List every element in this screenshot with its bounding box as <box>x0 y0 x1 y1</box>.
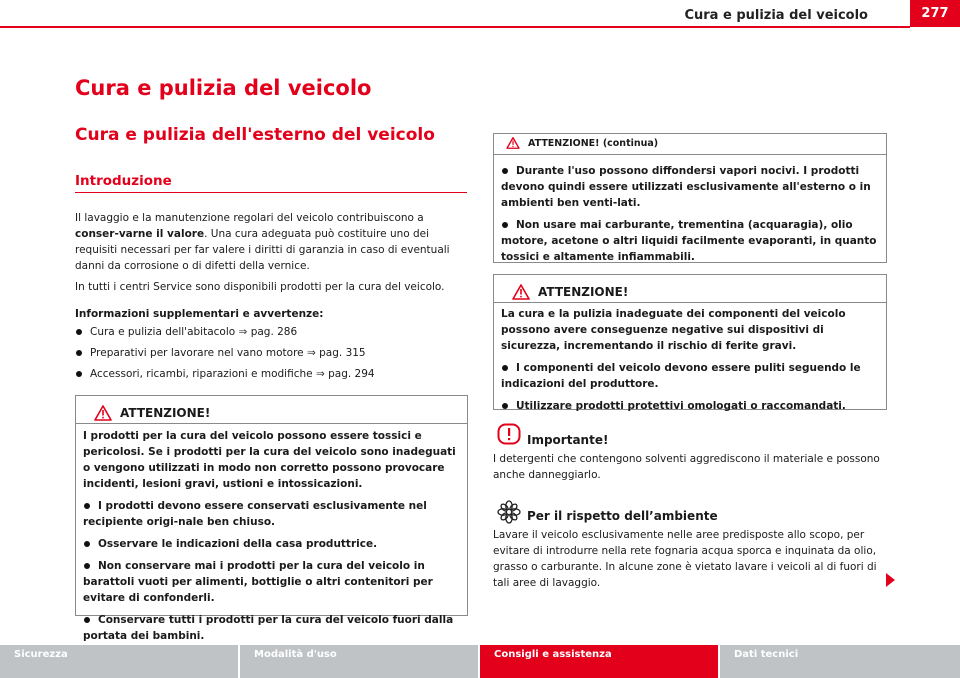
warning-title-row <box>94 402 210 424</box>
bullet-icon <box>84 541 90 547</box>
bullet-icon <box>502 168 508 174</box>
next-page-arrow-icon[interactable] <box>886 573 895 587</box>
warning-triangle-icon <box>512 284 530 300</box>
service-paragraph: In tutti i centri Service sono disponibili prodotti per la cura del veicolo. <box>75 281 445 293</box>
bullet-icon <box>76 371 82 377</box>
link-item[interactable]: Accessori, ricambi, riparazioni e modifiche ⇒ pag. 294 <box>75 366 467 382</box>
bullet-icon <box>76 350 82 356</box>
footer-nav <box>0 645 960 678</box>
divider <box>76 423 467 424</box>
environment-text: Lavare il veicolo esclusivamente nelle aree predisposte allo scopo, per evitare di introdurre nella rete fognaria acqua sporca e inquinata da olio, grasso o carburante. In alcune zone è vietato lavare i veicoli al di fuori di tali aree di lavaggio. <box>493 529 877 589</box>
bullet-icon <box>84 563 90 569</box>
tab-sicurezza[interactable]: Sicurezza <box>0 645 240 678</box>
divider <box>494 154 886 155</box>
warning-title: ATTENZIONE! <box>538 285 629 299</box>
header-rule <box>0 26 910 28</box>
bullet-icon <box>84 617 90 623</box>
environment-flower-icon <box>497 500 521 524</box>
intro-paragraph: Il lavaggio e la manutenzione regolari del veicolo contribuiscono a conser-varne il valore. Una cura adeguata può costituire uno dei requisiti necessari per far valere i diritti di garanzia in caso di eventuali danni da corrosione o di difetti della vernice. <box>75 212 450 272</box>
warning-bullet: Osservare le indicazioni della casa produttrice. <box>83 536 463 552</box>
subsection-rule <box>75 192 467 193</box>
important-text: I detergenti che contengono solventi aggrediscono il materiale e possono anche danneggiarlo. <box>493 453 880 481</box>
warning-bullet: Non usare mai carburante, trementina (acquaragia), olio motore, acetone o altri liquidi facilmente evaporanti, in quanto tossici e altamente infiammabili. <box>501 219 877 263</box>
arrow-right-icon: ⇒ <box>315 368 325 380</box>
tab-modalita-uso[interactable]: Modalità d'uso <box>240 645 480 678</box>
warning-body <box>501 306 881 420</box>
warning-triangle-icon <box>94 405 112 421</box>
warning-bullet: Non conservare mai i prodotti per la cura del veicolo in barattoli vuoti per alimenti, bottiglie o altri contenitori per evitare di confonderli. <box>83 560 433 604</box>
link-item[interactable]: Cura e pulizia dell'abitacolo ⇒ pag. 286 <box>75 324 467 340</box>
info-heading: Informazioni supplementari e avvertenze: <box>75 308 324 320</box>
warning-box <box>75 395 468 642</box>
warning-bullet: I prodotti devono essere conservati esclusivamente nel recipiente origi-nale ben chiuso. <box>83 500 427 528</box>
bullet-icon <box>84 503 90 509</box>
subsection-title: Introduzione <box>75 173 172 189</box>
warning-continued-box <box>493 133 887 263</box>
warning-triangle-icon <box>506 137 520 149</box>
important-note-icon <box>497 423 521 445</box>
arrow-right-icon: ⇒ <box>306 347 316 359</box>
warning-title: ATTENZIONE! <box>120 406 211 420</box>
warning-text: I prodotti per la cura del veicolo possono essere tossici e pericolosi. Se i prodotti per la cura del veicolo sono inadeguati o vengono utilizzati in modo non corretto possono provocare incidenti, lesioni gravi, ustioni e intossicazioni. <box>83 430 456 490</box>
warning-bullet: I componenti del veicolo devono essere puliti seguendo le indicazioni del produttore. <box>501 362 861 390</box>
warning-title: ATTENZIONE! (continua) <box>528 137 659 149</box>
warning-bullet: Conservare tutti i prodotti per la cura del veicolo fuori dalla portata dei bambini. <box>83 614 454 642</box>
warning-body <box>501 163 881 271</box>
page-number: 277 <box>910 0 960 27</box>
warning-title-row <box>512 281 628 303</box>
warning-body <box>83 428 463 650</box>
warning-bullet: Durante l'uso possono diffondersi vapori nocivi. I prodotti devono quindi essere utilizzati esclusivamente all'esterno o in ambienti ben venti-lati. <box>501 165 871 209</box>
warning-box <box>493 274 887 410</box>
running-header-title: Cura e pulizia del veicolo <box>684 8 868 23</box>
warning-text: La cura e la pulizia inadeguate dei componenti del veicolo possono avere conseguenze negative sui dispositivi di sicurezza, incrementando il rischio di ferite gravi. <box>501 308 846 352</box>
chapter-title: Cura e pulizia del veicolo <box>75 76 372 100</box>
tab-consigli-assistenza[interactable]: Consigli e assistenza <box>480 645 720 678</box>
bullet-icon <box>502 222 508 228</box>
section-title: Cura e pulizia dell'esterno del veicolo <box>75 125 435 145</box>
link-item[interactable]: Preparativi per lavorare nel vano motore ⇒ pag. 315 <box>75 345 467 361</box>
tab-dati-tecnici[interactable]: Dati tecnici <box>720 645 960 678</box>
bullet-icon <box>76 329 82 335</box>
warning-title-row <box>506 137 658 149</box>
divider <box>494 302 886 303</box>
arrow-right-icon: ⇒ <box>238 326 248 338</box>
environment-title: Per il rispetto dell’ambiente <box>527 509 718 523</box>
important-title: Importante! <box>527 433 609 447</box>
bullet-icon <box>502 365 508 371</box>
warning-bullet: Utilizzare prodotti protettivi omologati o raccomandati. <box>501 398 881 414</box>
bullet-icon <box>502 403 508 409</box>
